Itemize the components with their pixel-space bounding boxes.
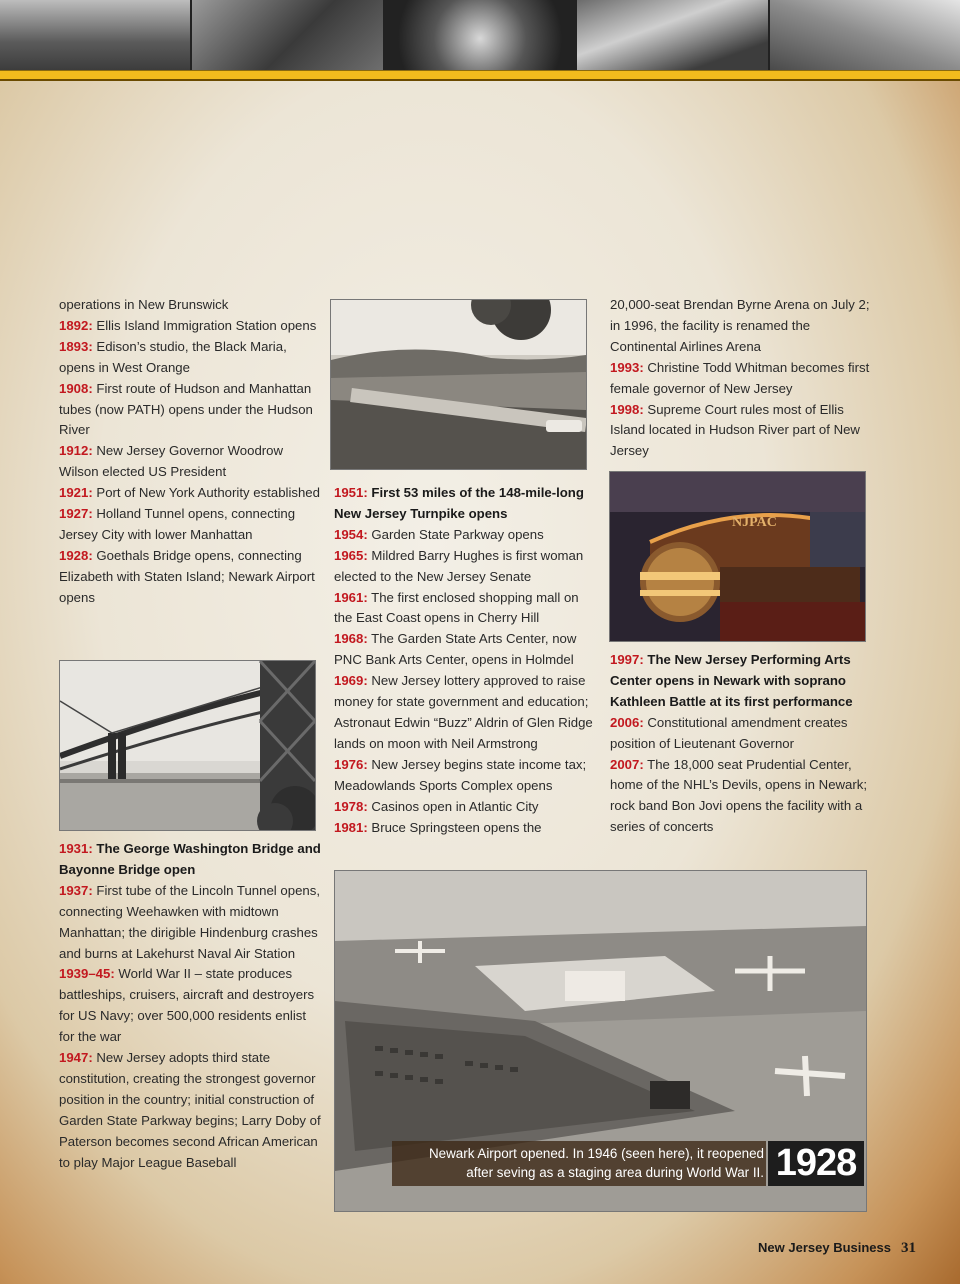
timeline-entry xyxy=(59,546,321,609)
header-photo-strip xyxy=(0,0,960,70)
header-photo-machine xyxy=(385,0,577,70)
timeline-year: 1951: xyxy=(334,485,368,500)
photo-caption-line-2: after seving as a staging area during World War II. xyxy=(466,1164,764,1180)
timeline-text: The 18,000 seat Prudential Center, home of the NHL’s Devils, opens in Newark; rock band Bon Jovi opens the facility with a series of concerts xyxy=(610,756,868,835)
timeline-entry xyxy=(610,295,872,358)
timeline-entry xyxy=(59,1048,321,1173)
timeline-text: Mildred Barry Hughes is first woman elected to the New Jersey Senate xyxy=(334,547,584,584)
timeline-text: Port of New York Authority established xyxy=(92,485,320,501)
timeline-text: Garden State Parkway opens xyxy=(367,526,544,542)
timeline-entry xyxy=(59,295,321,316)
timeline-year: 1937: xyxy=(59,882,93,898)
photo-caption xyxy=(392,1145,764,1182)
timeline-year: 1965: xyxy=(334,547,368,563)
timeline-text: New Jersey adopts third state constitution, creating the strongest governor position in the country; initial construction of Garden State Parkway begins; Larry Doby of Paterson becomes second African American to play Major League Baseball xyxy=(59,1050,321,1170)
timeline-text: operations in New Brunswick xyxy=(59,297,229,312)
timeline-entry xyxy=(610,755,872,839)
timeline-year: 1993: xyxy=(610,359,644,375)
timeline-entry xyxy=(334,588,596,630)
timeline-text: The George Washington Bridge and Bayonne Bridge open xyxy=(59,841,321,877)
timeline-column-1-top xyxy=(59,295,321,609)
timeline-entry xyxy=(59,441,321,483)
timeline-year: 1954: xyxy=(334,526,368,542)
timeline-year: 1892: xyxy=(59,317,93,333)
timeline-entry xyxy=(334,629,596,671)
timeline-entry xyxy=(59,881,321,965)
timeline-entry xyxy=(334,755,596,797)
timeline-entry xyxy=(59,839,321,881)
page-number: 31 xyxy=(901,1240,916,1256)
timeline-text: Bruce Springsteen opens the xyxy=(367,819,542,835)
timeline-year: 1921: xyxy=(59,485,93,501)
timeline-year: 1976: xyxy=(334,756,368,772)
timeline-year: 1997: xyxy=(610,652,644,667)
timeline-text: First route of Hudson and Manhattan tubes (now PATH) opens under the Hudson River xyxy=(59,380,313,438)
turnpike-photo xyxy=(330,299,587,470)
timeline-entry xyxy=(59,337,321,379)
timeline-entry xyxy=(334,797,596,818)
timeline-year: 1947: xyxy=(59,1050,93,1066)
timeline-year: 1981: xyxy=(334,819,368,835)
timeline-year: 2007: xyxy=(610,756,644,772)
timeline-year: 1939–45: xyxy=(59,966,115,982)
publication-name: New Jersey Business xyxy=(758,1240,891,1255)
timeline-text: New Jersey Governor Woodrow Wilson elected US President xyxy=(59,443,284,480)
timeline-column-1-bottom xyxy=(59,839,321,1174)
timeline-entry xyxy=(59,964,321,1048)
timeline-text: 20,000-seat Brendan Byrne Arena on July 2; in 1996, the facility is renamed the Continental Airlines Arena xyxy=(610,297,870,354)
timeline-entry xyxy=(334,818,596,839)
timeline-text: First 53 miles of the 148-mile-long New Jersey Turnpike opens xyxy=(334,485,584,521)
timeline-text: The first enclosed shopping mall on the East Coast opens in Cherry Hill xyxy=(334,589,579,626)
timeline-text: The New Jersey Performing Arts Center opens in Newark with soprano Kathleen Battle at its first performance xyxy=(610,652,853,709)
timeline-entry xyxy=(610,400,872,463)
njpac-sign-text: NJPAC xyxy=(732,515,777,530)
timeline-text: First tube of the Lincoln Tunnel opens, connecting Weehawken with midtown Manhattan; the dirigible Hindenburg crashes and burns at Lakehurst Naval Air Station xyxy=(59,882,320,961)
timeline-entry xyxy=(59,504,321,546)
timeline-entry xyxy=(610,713,872,755)
timeline-entry xyxy=(610,650,872,713)
timeline-text: Christine Todd Whitman becomes first female governor of New Jersey xyxy=(610,359,870,396)
timeline-year: 1998: xyxy=(610,401,644,417)
gold-divider-bar xyxy=(0,70,960,81)
timeline-year: 2006: xyxy=(610,714,644,730)
timeline-text: Casinos open in Atlantic City xyxy=(367,798,539,814)
header-photo-crowd xyxy=(0,0,192,70)
timeline-text: Supreme Court rules most of Ellis Island located in Hudson River part of New Jersey xyxy=(610,401,860,459)
timeline-year: 1927: xyxy=(59,506,93,522)
timeline-entry xyxy=(59,379,321,442)
timeline-text: New Jersey begins state income tax; Meadowlands Sports Complex opens xyxy=(334,756,587,793)
timeline-year: 1968: xyxy=(334,631,368,647)
page-footer xyxy=(758,1240,916,1257)
timeline-column-3-bottom xyxy=(610,650,872,838)
timeline-entry xyxy=(334,546,596,588)
timeline-text: New Jersey lottery approved to raise money for state government and education; Astronaut Edwin “Buzz” Aldrin of Glen Ridge lands on moon with Neil Armstrong xyxy=(334,673,593,751)
header-photo-dancers xyxy=(577,0,769,70)
photo-caption-year: 1928 xyxy=(768,1141,864,1186)
timeline-year: 1928: xyxy=(59,547,93,563)
timeline-year: 1908: xyxy=(59,380,93,396)
timeline-text: Edison’s studio, the Black Maria, opens in West Orange xyxy=(59,338,287,375)
timeline-text: Ellis Island Immigration Station opens xyxy=(92,317,317,333)
timeline-entry xyxy=(334,525,596,546)
timeline-text: Holland Tunnel opens, connecting Jersey City with lower Manhattan xyxy=(59,506,296,542)
photo-caption-line-1: Newark Airport opened. In 1946 (seen here), it reopened xyxy=(429,1146,764,1161)
timeline-column-3-top xyxy=(610,295,872,462)
timeline-text: Goethals Bridge opens, connecting Elizabeth with Staten Island; Newark Airport opens xyxy=(59,547,315,605)
timeline-text: The Garden State Arts Center, now PNC Bank Arts Center, opens in Holmdel xyxy=(334,631,577,668)
timeline-text: Constitutional amendment creates position of Lieutenant Governor xyxy=(610,714,848,751)
timeline-year: 1893: xyxy=(59,338,93,354)
gw-bridge-photo xyxy=(59,660,316,831)
timeline-entry xyxy=(59,483,321,504)
timeline-text: World War II – state produces battleships, cruisers, aircraft and destroyers for US Navy; over 500,000 residents enlist for the war xyxy=(59,966,315,1045)
timeline-entry xyxy=(334,671,596,755)
timeline-year: 1961: xyxy=(334,589,368,605)
timeline-year: 1969: xyxy=(334,673,368,689)
header-photo-office xyxy=(770,0,960,70)
njpac-photo xyxy=(609,471,866,642)
timeline-entry xyxy=(610,358,872,400)
timeline-column-2 xyxy=(334,483,596,838)
timeline-entry xyxy=(334,483,596,525)
timeline-entry xyxy=(59,316,321,337)
timeline-year: 1912: xyxy=(59,443,93,459)
header-photo-car xyxy=(192,0,384,70)
timeline-year: 1931: xyxy=(59,841,93,856)
timeline-year: 1978: xyxy=(334,798,368,814)
